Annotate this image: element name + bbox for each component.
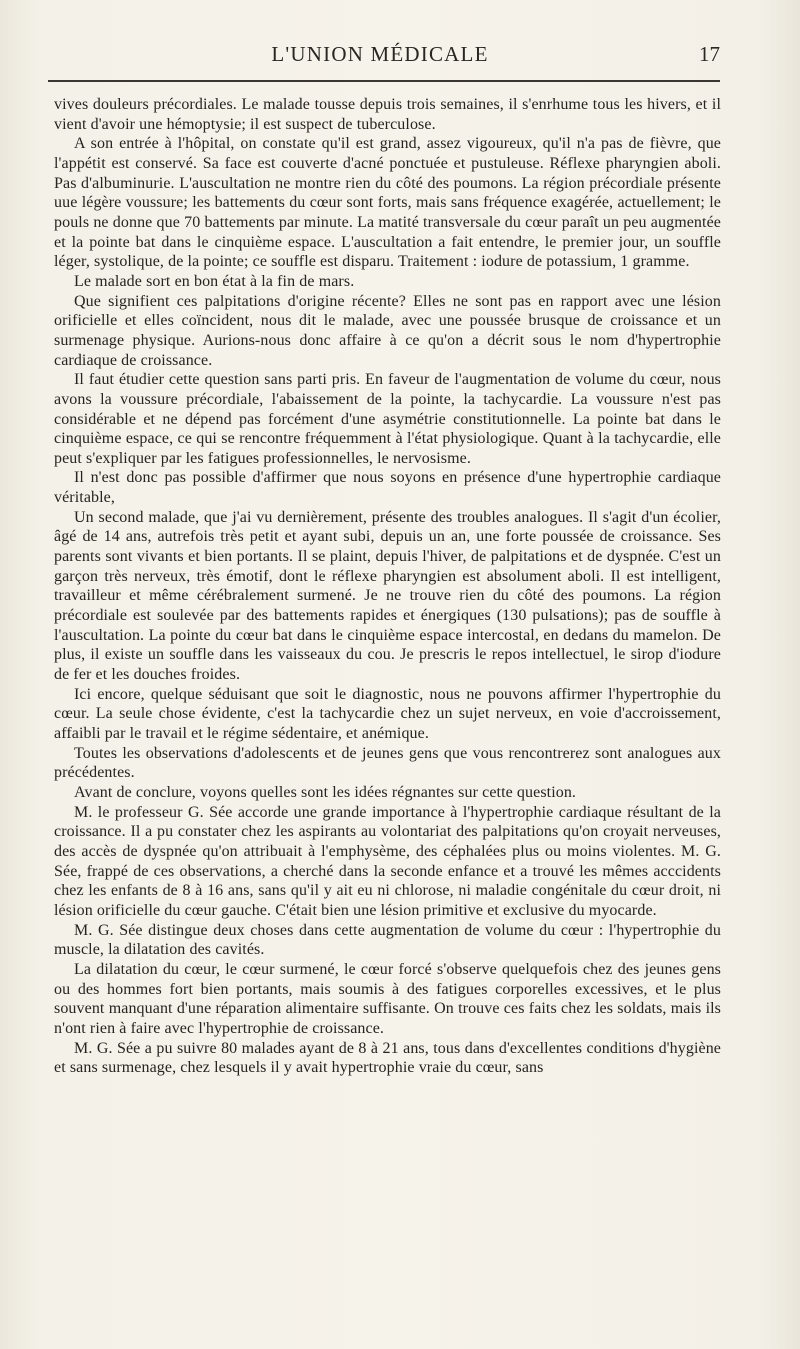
paragraph: Ici encore, quelque séduisant que soit le diagnostic, nous ne pouvons affirmer l'hypertrophie du cœur. La seule chose évidente, c'est la tachycardie chez un sujet nerveux, en voie d'accroissement, affaibli par le travail et le régime sédentaire, et anémique.: [54, 685, 721, 742]
paragraph: Que signifient ces palpitations d'origine récente? Elles ne sont pas en rapport avec une lésion orificielle et elles coïncident, nous dit le malade, avec une poussée brusque de croissance et un surmenage physique. Aurions-nous donc affaire à ce qu'on a décrit sous le nom d'hypertrophie cardiaque de croissance.: [54, 292, 721, 369]
paragraph: Un second malade, que j'ai vu dernièrement, présente des troubles analogues. Il s'agit d'un écolier, âgé de 14 ans, autrefois très petit et ayant subi, depuis un an, une forte poussée de croissance. Ses parents sont vivants et bien portants. Il se plaint, depuis l'hiver, de palpitations et de dyspnée. C'est un garçon très nerveux, très émotif, dont le réflexe pharyngien est absolument aboli. Il est intelligent, travailleur et même cérébralement surmené. Je ne trouve rien du côté des poumons. La région précordiale est soulevée par des battements rapides et énergiques (130 pulsations); pas de souffle à l'auscultation. La pointe du cœur bat dans le cinquième espace intercostal, en dedans du mamelon. De plus, il existe un souffle dans les vaisseaux du cou. Je prescris le repos intellectuel, le sirop d'iodure de fer et les douches froides.: [54, 508, 721, 684]
paragraph: Toutes les observations d'adolescents et de jeunes gens que vous rencontrerez sont analogues aux précédentes.: [54, 744, 721, 782]
paragraph: La dilatation du cœur, le cœur surmené, le cœur forcé s'observe quelquefois chez des jeunes gens ou des hommes fort bien portants, mais soumis à des fatigues corporelles excessives, et le plus souvent manquant d'une réparation alimentaire suffisante. On trouve ces faits chez les soldats, mais ils n'ont rien à faire avec l'hypertrophie de croissance.: [54, 960, 721, 1037]
page-header: [40, 42, 720, 72]
article-body: [54, 95, 721, 1078]
header-rule: [48, 80, 720, 82]
paragraph: M. G. Sée a pu suivre 80 malades ayant de 8 à 21 ans, tous dans d'excellentes conditions d'hygiène et sans surmenage, chez lesquels il y avait hypertrophie vraie du cœur, sans: [54, 1039, 721, 1077]
paragraph: Le malade sort en bon état à la fin de mars.: [74, 272, 355, 290]
paragraph: vives douleurs précordiales. Le malade tousse depuis trois semaines, il s'enrhume tous les hivers, et il vient d'avoir une hémoptysie; il est suspect de tuberculose.: [54, 96, 721, 133]
paragraph: M. G. Sée distingue deux choses dans cette augmentation de volume du cœur : l'hypertrophie du muscle, la dilatation des cavités.: [54, 921, 721, 959]
paragraph: A son entrée à l'hôpital, on constate qu'il est grand, assez vigoureux, qu'il n'a pas de fièvre, que l'appétit est conservé. Sa face est couverte d'acné ponctuée et pustuleuse. Réflexe pharyngien aboli. Pas d'albuminurie. L'auscultation ne montre rien du côté des poumons. La région précordiale présente uue légère voussure; les battements du cœur sont forts, mais sans fréquence exagérée, actuellement; le pouls ne donne que 70 battements par minute. La matité transversale du cœur paraît un peu augmentée et la pointe bat dans le cinquième espace. L'auscultation a fait entendre, le premier jour, un souffle léger, systolique, de la pointe; ce souffle est disparu. Traitement : iodure de potassium, 1 gramme.: [54, 135, 721, 271]
paragraph: Avant de conclure, voyons quelles sont les idées régnantes sur cette question.: [74, 783, 577, 801]
paragraph: Il n'est donc pas possible d'affirmer que nous soyons en présence d'une hypertrophie cardiaque véritable,: [54, 469, 721, 507]
page-number: 17: [699, 42, 720, 66]
running-title: L'UNION MÉDICALE: [271, 42, 489, 66]
paragraph: M. le professeur G. Sée accorde une grande importance à l'hypertrophie cardiaque résultant de la croissance. Il a pu constater chez les aspirants au volontariat des palpitations qu'on croyait nerveuses, des accès de dyspnée qu'on attribuait à l'emphysème, des céphalées plus ou moins violentes. M. G. Sée, frappé de ces observations, a cherché dans la seconde enfance et a trouvé les mêmes acccidents chez les enfants de 8 à 16 ans, sans qu'il y ait eu ni chlorose, ni maladie congénitale du cœur droit, ni lésion orificielle du cœur gauche. C'était bien une lésion primitive et exclusive du myocarde.: [54, 803, 721, 919]
paragraph: Il faut étudier cette question sans parti pris. En faveur de l'augmentation de volume du cœur, nous avons la voussure précordiale, l'abaissement de la pointe, la tachycardie. La voussure n'est pas considérable et ne dépend pas forcément d'une asymétrie constitutionnelle. La pointe bat dans le cinquième espace, ce qui se rencontre fréquemment à l'état physiologique. Quant à la tachycardie, elle peut s'expliquer par les fatigues professionnelles, le nervosisme.: [54, 371, 721, 467]
